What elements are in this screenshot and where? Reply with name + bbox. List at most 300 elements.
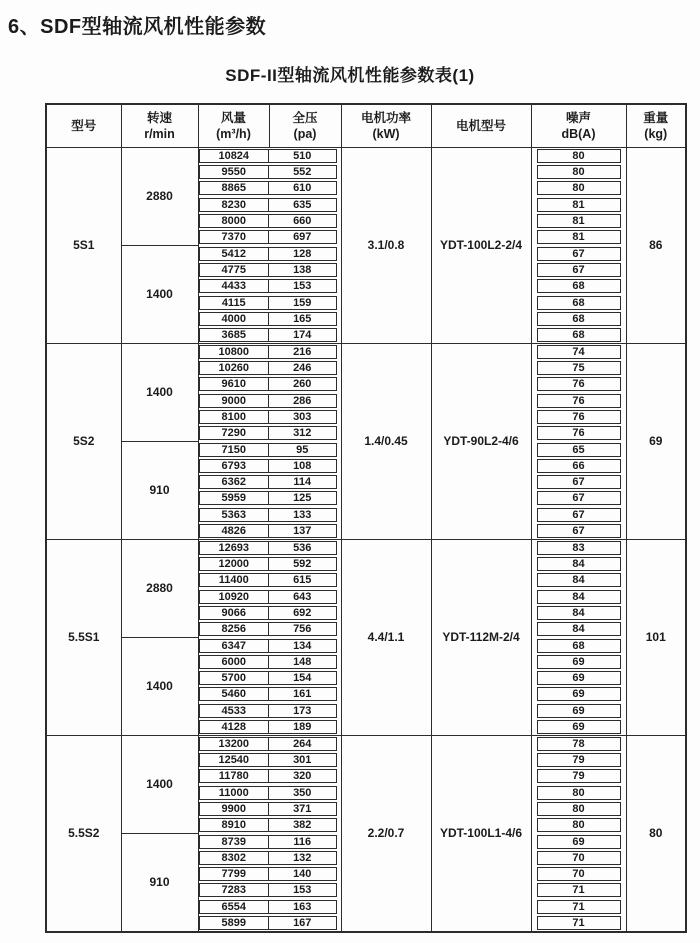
noise-cell [531,899,626,915]
pressure-cell [269,899,341,915]
pressure-cell-value: 643 [269,590,337,604]
table-header [46,104,686,148]
table-row [46,735,686,752]
airflow-cell [198,637,269,653]
speed-cell: 1400 [121,245,198,343]
airflow-cell-value: 9000 [199,394,270,408]
airflow-cell [198,621,269,637]
airflow-cell-value: 4775 [199,263,270,277]
airflow-cell [198,507,269,523]
airflow-cell-value: 5700 [199,671,270,685]
airflow-cell-value: 8739 [199,835,270,849]
airflow-cell [198,915,269,932]
table-row [46,539,686,556]
pressure-cell [269,817,341,833]
pressure-cell [269,882,341,898]
noise-cell-value: 84 [537,606,621,620]
header-line: 转速 [146,110,172,125]
noise-cell-value: 69 [537,720,621,734]
airflow-cell-value: 4433 [199,279,270,293]
airflow-cell [198,833,269,849]
pressure-cell [269,719,341,736]
airflow-cell [198,360,269,376]
airflow-cell-value: 12000 [199,557,270,571]
pressure-cell [269,621,341,637]
pressure-cell [269,833,341,849]
airflow-cell-value: 11780 [199,769,270,783]
pressure-cell [269,801,341,817]
page-title: 6、SDF型轴流风机性能参数 [8,16,267,38]
airflow-cell [198,213,269,229]
airflow-cell-value: 7150 [199,443,270,457]
pressure-cell-value: 153 [269,279,337,293]
noise-cell [531,703,626,719]
header-line: (m³/h) [216,127,251,141]
noise-cell-value: 80 [537,165,621,179]
pressure-cell [269,572,341,588]
airflow-cell-value: 6362 [199,475,270,489]
noise-cell [531,458,626,474]
pressure-cell-value: 132 [269,851,337,865]
noise-cell [531,768,626,784]
airflow-cell [198,425,269,441]
model-cell: 5.5S1 [46,539,121,735]
noise-cell-value: 81 [537,214,621,228]
airflow-cell [198,180,269,196]
pressure-cell-value: 116 [269,835,337,849]
airflow-cell-value: 8100 [199,410,270,424]
noise-cell-value: 69 [537,687,621,701]
pressure-cell [269,164,341,180]
noise-cell-value: 81 [537,230,621,244]
noise-cell-value: 69 [537,835,621,849]
header-line: dB(A) [561,127,596,141]
pressure-cell-value: 114 [269,475,337,489]
airflow-cell [198,735,269,752]
airflow-cell [198,523,269,540]
pressure-cell-value: 128 [269,247,337,261]
airflow-cell-value: 8000 [199,214,270,228]
airflow-cell-value: 8230 [199,198,270,212]
noise-cell [531,670,626,686]
pressure-cell-value: 159 [269,296,337,310]
noise-cell [531,360,626,376]
noise-cell-value: 69 [537,655,621,669]
noise-cell [531,164,626,180]
pressure-cell-value: 246 [269,361,337,375]
pressure-cell [269,262,341,278]
airflow-cell-value: 9550 [199,165,270,179]
noise-cell [531,213,626,229]
pressure-cell-value: 137 [269,524,337,538]
header-line: 重量 [643,110,669,125]
noise-cell-value: 70 [537,851,621,865]
pressure-cell [269,866,341,882]
pressure-cell-value: 174 [269,328,337,342]
noise-cell [531,637,626,653]
pressure-cell [269,589,341,605]
header-power [341,104,431,148]
noise-cell-value: 76 [537,377,621,391]
noise-cell-value: 76 [537,426,621,440]
airflow-cell-value: 7370 [199,230,270,244]
airflow-cell-value: 7283 [199,883,270,897]
airflow-cell-value: 5460 [199,687,270,701]
noise-cell-value: 75 [537,361,621,375]
noise-cell-value: 76 [537,394,621,408]
noise-cell [531,539,626,556]
noise-cell-value: 79 [537,769,621,783]
pressure-cell-value: 260 [269,377,337,391]
fan-params-table [45,103,687,933]
pressure-cell [269,474,341,490]
noise-cell [531,833,626,849]
airflow-cell-value: 12693 [199,541,270,555]
page [0,10,700,933]
noise-cell [531,148,626,165]
airflow-cell [198,605,269,621]
noise-cell [531,654,626,670]
noise-cell [531,589,626,605]
pressure-cell [269,637,341,653]
noise-cell-value: 84 [537,557,621,571]
noise-cell-value: 71 [537,916,621,930]
airflow-cell-value: 9610 [199,377,270,391]
speed-cell: 1400 [121,637,198,735]
header-line: 全压 [292,110,318,125]
noise-cell [531,507,626,523]
pressure-cell-value: 173 [269,704,337,718]
pressure-cell [269,197,341,213]
pressure-cell-value: 536 [269,541,337,555]
airflow-cell [198,654,269,670]
pressure-cell [269,686,341,702]
pressure-cell [269,556,341,572]
noise-cell-value: 71 [537,900,621,914]
noise-cell-value: 67 [537,524,621,538]
airflow-cell-value: 4000 [199,312,270,326]
noise-cell-value: 80 [537,149,621,163]
airflow-cell-value: 10824 [199,149,270,163]
airflow-cell-value: 10260 [199,361,270,375]
pressure-cell-value: 138 [269,263,337,277]
model-cell: 5S2 [46,343,121,539]
airflow-cell [198,752,269,768]
pressure-cell-value: 165 [269,312,337,326]
noise-cell [531,490,626,506]
speed-cell: 910 [121,833,198,931]
speed-cell: 1400 [121,343,198,441]
airflow-cell-value: 6347 [199,639,270,653]
noise-cell-value: 68 [537,312,621,326]
header-weight [626,104,686,148]
airflow-cell [198,148,269,165]
airflow-cell [198,686,269,702]
pressure-cell-value: 320 [269,769,337,783]
pressure-cell-value: 286 [269,394,337,408]
noise-cell [531,474,626,490]
noise-cell-value: 68 [537,328,621,342]
pressure-cell [269,393,341,409]
pressure-cell-value: 264 [269,737,337,751]
noise-cell-value: 83 [537,541,621,555]
airflow-cell-value: 8910 [199,818,270,832]
pressure-cell [269,507,341,523]
airflow-cell-value: 5959 [199,491,270,505]
header-line: (pa) [293,127,317,141]
noise-cell-value: 67 [537,247,621,261]
airflow-cell [198,866,269,882]
pressure-cell [269,311,341,327]
noise-cell [531,180,626,196]
pressure-cell-value: 163 [269,900,337,914]
noise-cell-value: 80 [537,802,621,816]
pressure-cell-value: 697 [269,230,337,244]
noise-cell [531,311,626,327]
pressure-cell-value: 312 [269,426,337,440]
pressure-cell-value: 154 [269,671,337,685]
airflow-cell [198,703,269,719]
pressure-cell [269,148,341,165]
pressure-cell-value: 133 [269,508,337,522]
noise-cell-value: 81 [537,198,621,212]
airflow-cell-value: 8302 [199,851,270,865]
noise-cell [531,343,626,360]
noise-cell [531,245,626,261]
power-cell: 4.4/1.1 [341,539,431,735]
pressure-cell-value: 140 [269,867,337,881]
airflow-cell [198,785,269,801]
noise-cell [531,409,626,425]
motor-cell: YDT-112M-2/4 [431,539,531,735]
airflow-cell [198,197,269,213]
pressure-cell [269,360,341,376]
pressure-cell [269,343,341,360]
pressure-cell [269,539,341,556]
noise-cell [531,621,626,637]
airflow-cell-value: 4533 [199,704,270,718]
pressure-cell-value: 382 [269,818,337,832]
airflow-cell [198,441,269,457]
pressure-cell-value: 635 [269,198,337,212]
noise-cell-value: 67 [537,263,621,277]
header-line: 型号 [71,118,97,133]
model-cell: 5S1 [46,148,121,344]
pressure-cell [269,670,341,686]
pressure-cell [269,752,341,768]
noise-cell [531,735,626,752]
power-cell: 2.2/0.7 [341,735,431,931]
noise-cell [531,817,626,833]
header-speed [121,104,198,148]
airflow-cell [198,899,269,915]
table-row [46,343,686,360]
pressure-cell [269,915,341,932]
pressure-cell [269,441,341,457]
airflow-cell-value: 8865 [199,181,270,195]
pressure-cell-value: 216 [269,345,337,359]
airflow-cell-value: 5412 [199,247,270,261]
noise-cell-value: 84 [537,573,621,587]
pressure-cell-value: 125 [269,491,337,505]
airflow-cell-value: 7290 [199,426,270,440]
pressure-cell-value: 692 [269,606,337,620]
header-line: r/min [144,127,175,141]
noise-cell [531,376,626,392]
motor-cell: YDT-100L2-2/4 [431,148,531,344]
noise-cell [531,866,626,882]
pressure-cell-value: 303 [269,410,337,424]
airflow-cell [198,768,269,784]
pressure-cell [269,245,341,261]
header-pressure [269,104,341,148]
noise-cell-value: 76 [537,410,621,424]
pressure-cell [269,376,341,392]
noise-cell [531,719,626,736]
airflow-cell-value: 3685 [199,328,270,342]
motor-cell: YDT-90L2-4/6 [431,343,531,539]
pressure-cell [269,605,341,621]
noise-cell-value: 70 [537,867,621,881]
header-model [46,104,121,148]
pressure-cell-value: 301 [269,753,337,767]
noise-cell-value: 67 [537,475,621,489]
noise-cell [531,850,626,866]
airflow-cell [198,294,269,310]
noise-cell-value: 67 [537,491,621,505]
noise-cell-value: 78 [537,737,621,751]
airflow-cell-value: 13200 [199,737,270,751]
pressure-cell-value: 108 [269,459,337,473]
airflow-cell [198,278,269,294]
airflow-cell-value: 11400 [199,573,270,587]
noise-cell [531,294,626,310]
pressure-cell [269,458,341,474]
airflow-cell-value: 8256 [199,622,270,636]
noise-cell-value: 68 [537,296,621,310]
noise-cell-value: 68 [537,639,621,653]
pressure-cell [269,654,341,670]
noise-cell [531,523,626,540]
noise-cell [531,197,626,213]
airflow-cell [198,801,269,817]
airflow-cell [198,474,269,490]
header-airflow [198,104,269,148]
header-line: 噪声 [565,110,591,125]
airflow-cell [198,327,269,344]
header-motor [431,104,531,148]
pressure-cell-value: 189 [269,720,337,734]
weight-cell: 80 [626,735,686,931]
pressure-cell [269,278,341,294]
noise-cell-value: 68 [537,279,621,293]
noise-cell [531,686,626,702]
pressure-cell [269,768,341,784]
noise-cell-value: 80 [537,818,621,832]
noise-cell-value: 71 [537,883,621,897]
airflow-cell [198,229,269,245]
noise-cell-value: 84 [537,622,621,636]
weight-cell: 69 [626,343,686,539]
pressure-cell [269,213,341,229]
airflow-cell [198,343,269,360]
airflow-cell-value: 6793 [199,459,270,473]
noise-cell-value: 67 [537,508,621,522]
noise-cell-value: 84 [537,590,621,604]
noise-cell [531,278,626,294]
noise-cell [531,425,626,441]
airflow-cell [198,458,269,474]
speed-cell: 2880 [121,148,198,246]
airflow-cell [198,409,269,425]
speed-cell: 2880 [121,539,198,637]
table-body [46,148,686,932]
airflow-cell-value: 9066 [199,606,270,620]
noise-cell-value: 80 [537,181,621,195]
header-line: 风量 [220,110,246,125]
header-noise [531,104,626,148]
airflow-cell-value: 10920 [199,590,270,604]
pressure-cell-value: 510 [269,149,337,163]
table-title: SDF-II型轴流风机性能参数表(1) [225,66,475,85]
airflow-cell-value: 10800 [199,345,270,359]
header-row [46,104,686,148]
airflow-cell [198,376,269,392]
pressure-cell [269,425,341,441]
airflow-cell [198,850,269,866]
airflow-cell-value: 5899 [199,916,270,930]
airflow-cell [198,311,269,327]
airflow-cell [198,572,269,588]
pressure-cell-value: 552 [269,165,337,179]
pressure-cell-value: 95 [269,443,337,457]
pressure-cell-value: 615 [269,573,337,587]
noise-cell [531,393,626,409]
pressure-cell [269,850,341,866]
airflow-cell-value: 4128 [199,720,270,734]
weight-cell: 86 [626,148,686,344]
pressure-cell-value: 167 [269,916,337,930]
airflow-cell [198,589,269,605]
noise-cell [531,752,626,768]
noise-cell-value: 69 [537,671,621,685]
airflow-cell [198,719,269,736]
pressure-cell-value: 610 [269,181,337,195]
pressure-cell [269,703,341,719]
airflow-cell [198,245,269,261]
noise-cell-value: 66 [537,459,621,473]
noise-cell [531,915,626,932]
airflow-cell-value: 4826 [199,524,270,538]
noise-cell [531,801,626,817]
pressure-cell-value: 350 [269,786,337,800]
pressure-cell-value: 134 [269,639,337,653]
header-line: (kW) [372,127,400,141]
airflow-cell-value: 5363 [199,508,270,522]
pressure-cell-value: 660 [269,214,337,228]
motor-cell: YDT-100L1-4/6 [431,735,531,931]
airflow-cell-value: 11000 [199,786,270,800]
table-row [46,148,686,165]
noise-cell [531,556,626,572]
airflow-cell [198,670,269,686]
airflow-cell-value: 12540 [199,753,270,767]
noise-cell [531,229,626,245]
weight-cell: 101 [626,539,686,735]
noise-cell-value: 69 [537,704,621,718]
airflow-cell [198,393,269,409]
airflow-cell-value: 4115 [199,296,270,310]
